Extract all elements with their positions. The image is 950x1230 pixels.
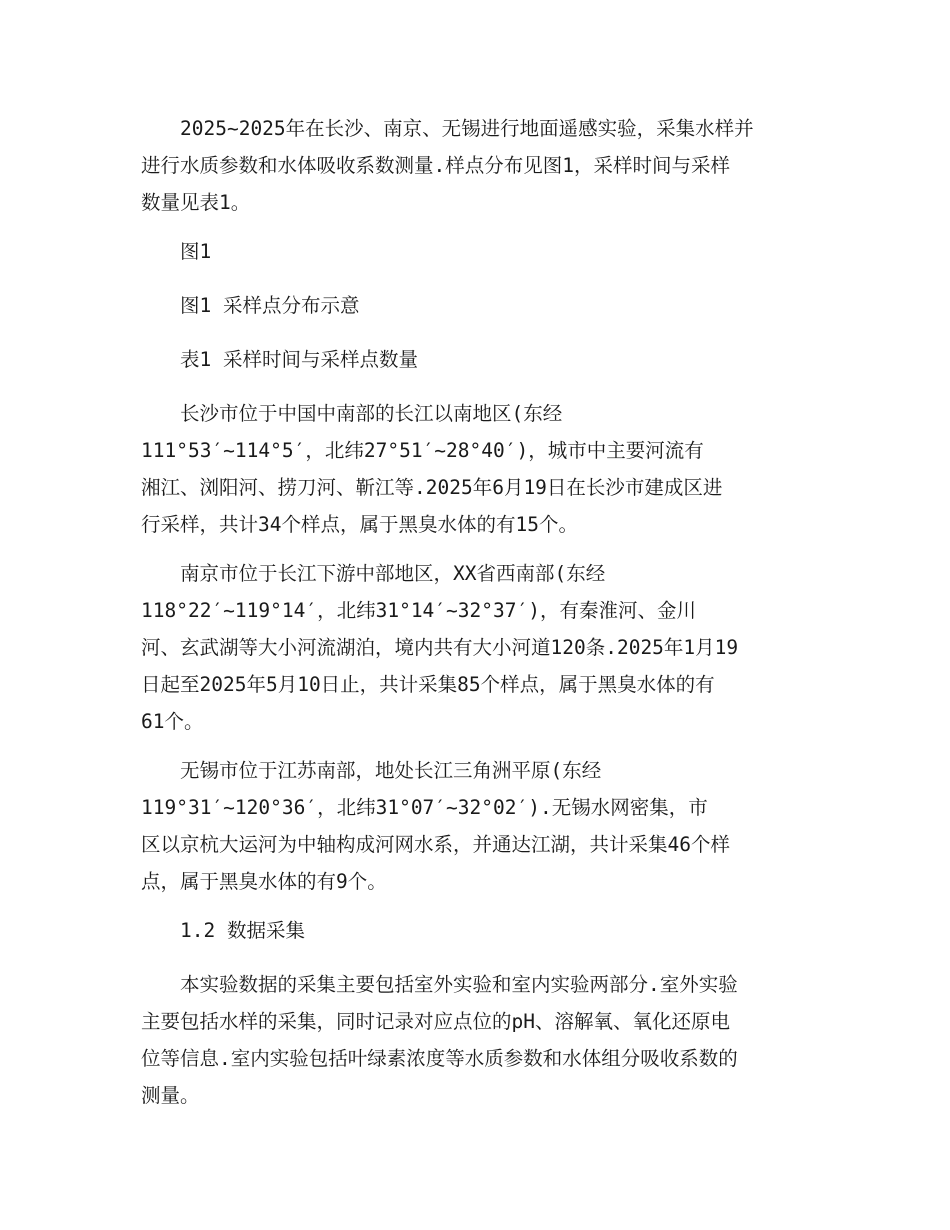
text-line: 主要包括水样的采集，同时记录对应点位的pH、溶解氧、氧化还原电 — [141, 1010, 730, 1033]
text-line: 河、玄武湖等大小河流湖泊，境内共有大小河道120条.2025年1月19 — [141, 636, 739, 659]
text-line: 数量见表1。 — [141, 191, 251, 214]
text-line: 61个。 — [141, 710, 204, 733]
wuxi-paragraph — [141, 752, 809, 900]
text-line: 行采样，共计34个样点，属于黑臭水体的有15个。 — [141, 513, 578, 536]
text-line: 2025~2025年在长沙、南京、无锡进行地面遥感实验，采集水样并 — [180, 117, 754, 140]
text-line: 日起至2025年5月10日止，共计采集85个样点，属于黑臭水体的有 — [141, 673, 715, 696]
table-caption — [141, 341, 809, 378]
document-page — [141, 110, 809, 1126]
text-line: 1.2 数据采集 — [180, 919, 305, 942]
figure-caption — [141, 287, 809, 324]
text-line: 表1 采样时间与采样点数量 — [180, 348, 418, 371]
nanjing-paragraph — [141, 555, 809, 740]
text-line: 湘江、浏阳河、捞刀河、靳江等.2025年6月19日在长沙市建成区进 — [141, 476, 723, 499]
text-line: 本实验数据的采集主要包括室外实验和室内实验两部分.室外实验 — [180, 973, 738, 996]
text-line: 进行水质参数和水体吸收系数测量.样点分布见图1，采样时间与采样 — [141, 154, 730, 177]
text-line: 119°31′~120°36′，北纬31°07′~32°02′).无锡水网密集，市 — [141, 796, 708, 819]
text-line: 位等信息.室内实验包括叶绿素浓度等水质参数和水体组分吸收系数的 — [141, 1047, 738, 1070]
text-line: 图1 — [180, 240, 212, 263]
text-line: 南京市位于长江下游中部地区，XX省西南部(东经 — [180, 562, 606, 585]
text-line: 无锡市位于江苏南部，地处长江三角洲平原(东经 — [180, 759, 602, 782]
text-line: 118°22′~119°14′，北纬31°14′~32°37′)，有秦淮河、金川 — [141, 599, 696, 622]
figure-placeholder — [141, 233, 809, 270]
text-line: 区以京杭大运河为中轴构成河网水系，并通达江湖，共计采集46个样 — [141, 833, 730, 856]
text-line: 点，属于黑臭水体的有9个。 — [141, 870, 387, 893]
intro-paragraph — [141, 110, 809, 221]
changsha-paragraph — [141, 395, 809, 543]
text-line: 111°53′~114°5′，北纬27°51′~28°40′)，城市中主要河流有 — [141, 439, 704, 462]
section-heading — [141, 912, 809, 949]
text-line: 测量。 — [141, 1084, 200, 1107]
text-line: 长沙市位于中国中南部的长江以南地区(东经 — [180, 402, 563, 425]
text-line: 图1 采样点分布示意 — [180, 294, 360, 317]
data-collection-paragraph — [141, 966, 809, 1114]
